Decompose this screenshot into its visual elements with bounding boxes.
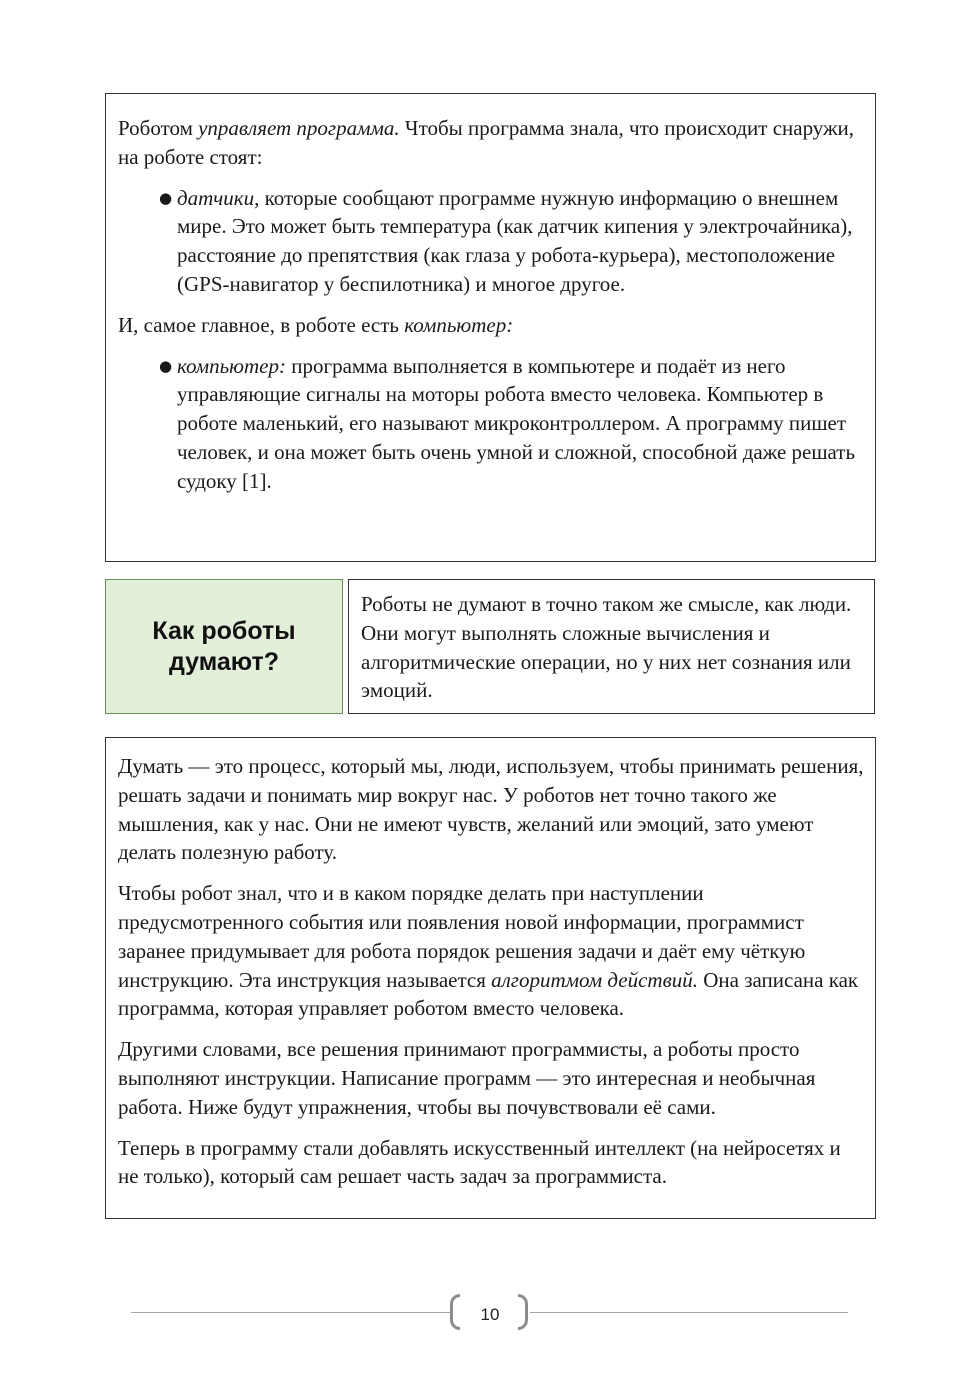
thinking-box: [105, 737, 876, 1219]
sensors-list: [118, 184, 865, 299]
paragraph-1: Думать — это процесс, который мы, люди, используем, чтобы принимать решения, решать задачи и понимать мир вокруг нас. У роботов нет точно такого же мышления, как у нас. Они не имеют чувств, желаний или эмоций, зато умеют делать полезную работу.: [118, 754, 864, 865]
list-item-computer: ● компьютер: программа выполняется в компьютере и подаёт из него управляющие сигналы на моторы робота вместо человека. Компьютер в роботе маленький, его называют микроконтроллером. А программу пишет человек, и она может быть очень умной и сложной, способной даже решать судоку [1].: [159, 353, 856, 493]
question-title: Как роботы думают?: [152, 616, 296, 676]
footer-rule-left: [131, 1312, 450, 1313]
paragraph-4: Теперь в программу стали добавлять искусственный интеллект (на нейросетях и не только), который сам решает часть задач за программиста.: [118, 1135, 841, 1189]
robot-program-text: [118, 114, 865, 496]
thinking-text: [118, 752, 865, 1191]
intro-paragraph: Роботом управляет программа. Чтобы программа знала, что происходит снаружи, на роботе стоят:: [118, 116, 855, 169]
bullet-icon: ●: [159, 356, 173, 375]
list-item-sensors: ● датчики, которые сообщают программе нужную информацию о внешнем мире. Это может быть температура (как датчик кипения у электрочайника), расстояние до препятствия (как глаза у робота-курьера), местоположение (GPS-навигатор у беспилотника) и многое другое.: [159, 185, 853, 296]
computer-list: [118, 352, 865, 496]
bullet-icon: ●: [159, 188, 173, 207]
paragraph-2: Чтобы робот знал, что и в каком порядке делать при наступлении предусмотренного события или появления новой информации, программист заранее придумывает для робота порядок решения задачи и даёт ему чёткую инструкцию. Эта инструкция называется алгоритмом действий. Она записана как программа, которая управляет роботом вместо человека.: [118, 881, 859, 1021]
computer-paragraph: И, самое главное, в роботе есть компьютер:: [118, 312, 514, 337]
footer-rule-right: [530, 1312, 848, 1313]
answer-text: Роботы не думают в точно таком же смысле, как люди. Они могут выполнять сложные вычисления и алгоритмические операции, но у них нет сознания или эмоций.: [361, 592, 852, 703]
question-callout: [105, 579, 343, 714]
page-number: 10: [480, 1305, 500, 1324]
robot-program-box: [105, 93, 876, 562]
answer-box: [348, 579, 875, 714]
paragraph-3: Другими словами, все решения принимают программисты, а роботы просто выполняют инструкции. Написание программ — это интересная и необычная работа. Ниже будут упражнения, чтобы вы почувствовали её сами.: [118, 1037, 816, 1119]
